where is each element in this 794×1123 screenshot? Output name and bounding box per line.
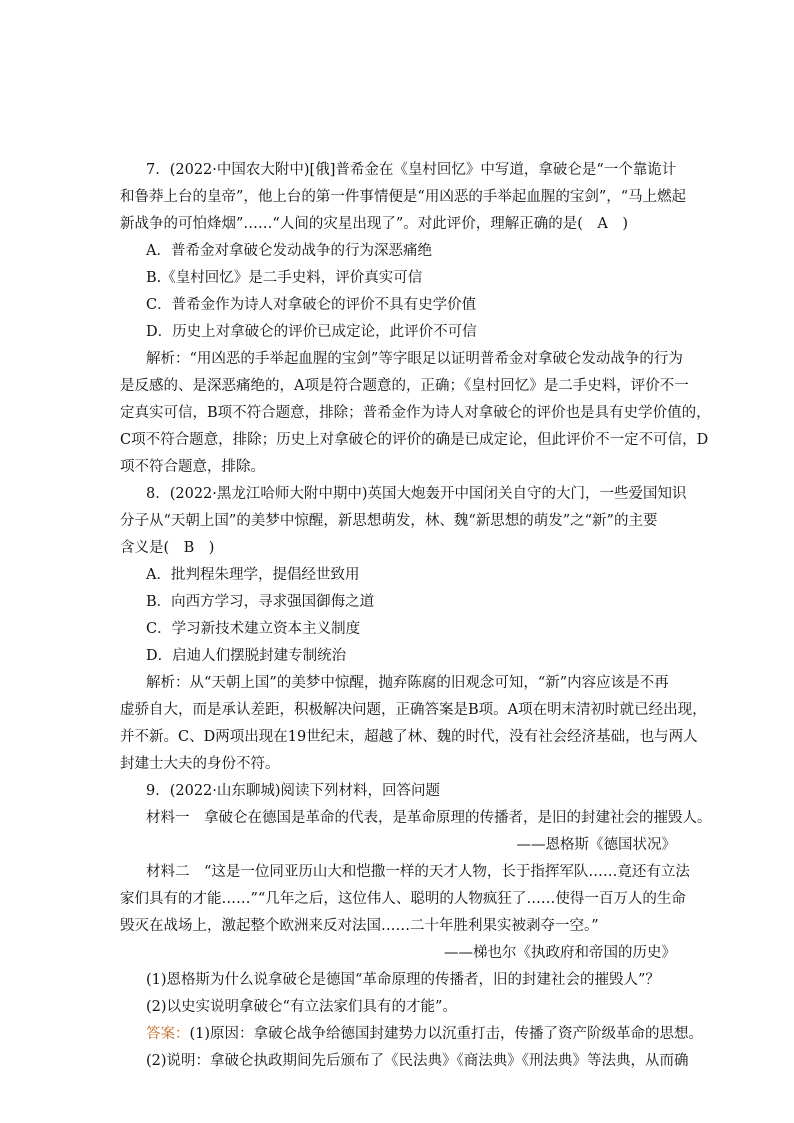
q9-answer-2: (2)说明：拿破仑执政期间先后颁布了《民法典》《商法典》《刑法典》等法典，从而确 <box>146 1053 689 1069</box>
q8-option-d: D．启迪人们摆脱封建专制统治 <box>146 648 347 664</box>
q7-option-b: B.《皇村回忆》是二手史料，评价真实可信 <box>146 270 423 286</box>
q8-stem-line: 含义是( B ) <box>120 540 215 556</box>
q7-analysis-line: 项不符合题意，排除。 <box>120 459 265 475</box>
q9-material-one: 材料一 拿破仑在德国是革命的代表，是革命原理的传播者，是旧的封建社会的摧毁人。 <box>146 810 712 826</box>
q7-stem-line: 和鲁莽上台的皇帝”，他上台的第一件事情便是“用凶恶的手举起血腥的宝剑”，“马上燃起 <box>120 189 687 205</box>
q7-analysis-line: 定真实可信，B项不符合题意，排除；普希金作为诗人对拿破仑的评价也是具有史学价值的， <box>120 405 711 421</box>
q8-option-b: B．向西方学习，寻求强国御侮之道 <box>146 594 375 610</box>
q8-stem-line: 8．(2022·黑龙江哈师大附中期中)英国大炮轰开中国闭关自守的大门，一些爱国知识 <box>146 486 687 502</box>
q8-option-c: C．学习新技术建立资本主义制度 <box>146 621 361 637</box>
q7-option-a: A．普希金对拿破仑发动战争的行为深恶痛绝 <box>146 243 432 259</box>
q9-material-two-line: 毁灭在战场上，激起整个欧洲来反对法国……二十年胜利果实被剥夺一空。” <box>120 918 599 934</box>
q9-stem: 9．(2022·山东聊城)阅读下列材料，回答问题 <box>146 783 441 799</box>
q8-analysis-line: 虚骄自大，而是承认差距，积极解决问题，正确答案是B项。A项在明末清初时就已经出现， <box>120 702 707 718</box>
q9-material-two-line: 材料二 “这是一位同亚历山大和恺撒一样的天才人物，长于指挥军队……竟还有立法 <box>146 864 690 880</box>
q7-stem-line: 7．(2022·中国农大附中)[俄]普希金在《皇村回忆》中写道，拿破仑是“一个靠诡计 <box>146 162 677 178</box>
q9-material-two-line: 家们具有的才能……”“几年之后，这位伟人、聪明的人物疯狂了……使得一百万人的生命 <box>120 891 686 907</box>
q7-stem-line: 新战争的可怕烽烟”……“人间的灾星出现了”。对此评价，理解正确的是( A ) <box>120 216 629 232</box>
q7-option-d: D．历史上对拿破仑的评价已成定论，此评价不可信 <box>146 324 477 340</box>
q7-analysis-line: C项不符合题意，排除；历史上对拿破仑的评价的确是已成定论，但此评价不一定不可信，D <box>120 432 709 448</box>
q7-option-c: C．普希金作为诗人对拿破仑的评价不具有史学价值 <box>146 297 477 313</box>
q9-answer-1 <box>146 1024 703 1044</box>
q8-stem-line: 分子从“天朝上国”的美梦中惊醒，新思想萌发，林、魏“新思想的萌发”之“新”的主要 <box>120 513 658 529</box>
q7-analysis-line: 是反感的、是深恶痛绝的，A项是符合题意的，正确；《皇村回忆》是二手史料，评价不一 <box>120 378 689 394</box>
q8-option-a: A．批判程朱理学，提倡经世致用 <box>146 567 360 583</box>
q8-analysis-line: 并不新。C、D两项出现在19世纪末，超越了林、魏的时代，没有社会经济基础，也与两人 <box>120 729 698 745</box>
q8-analysis-line: 封建士大夫的身份不符。 <box>120 756 280 772</box>
answer-label: 答案： <box>146 1026 190 1042</box>
q8-analysis-line: 解析：从“天朝上国”的美梦中惊醒，抛弃陈腐的旧观念可知，“新”内容应该是不再 <box>146 675 669 691</box>
q9-subquestion-1: (1)恩格斯为什么说拿破仑是德国“革命原理的传播者，旧的封建社会的摧毁人”？ <box>146 972 660 988</box>
q9-material-one-source: ——恩格斯《德国状况》 <box>516 837 676 853</box>
q7-analysis-line: 解析：“用凶恶的手举起血腥的宝剑”等字眼足以证明普希金对拿破仑发动战争的行为 <box>146 351 683 367</box>
q9-material-two-source: ——梯也尔《执政府和帝国的历史》 <box>444 945 676 961</box>
answer-text: (1)原因：拿破仑战争给德国封建势力以沉重打击，传播了资产阶级革命的思想。 <box>189 1026 704 1042</box>
q9-subquestion-2: (2)以史实说明拿破仑“有立法家们具有的才能”。 <box>146 999 457 1015</box>
